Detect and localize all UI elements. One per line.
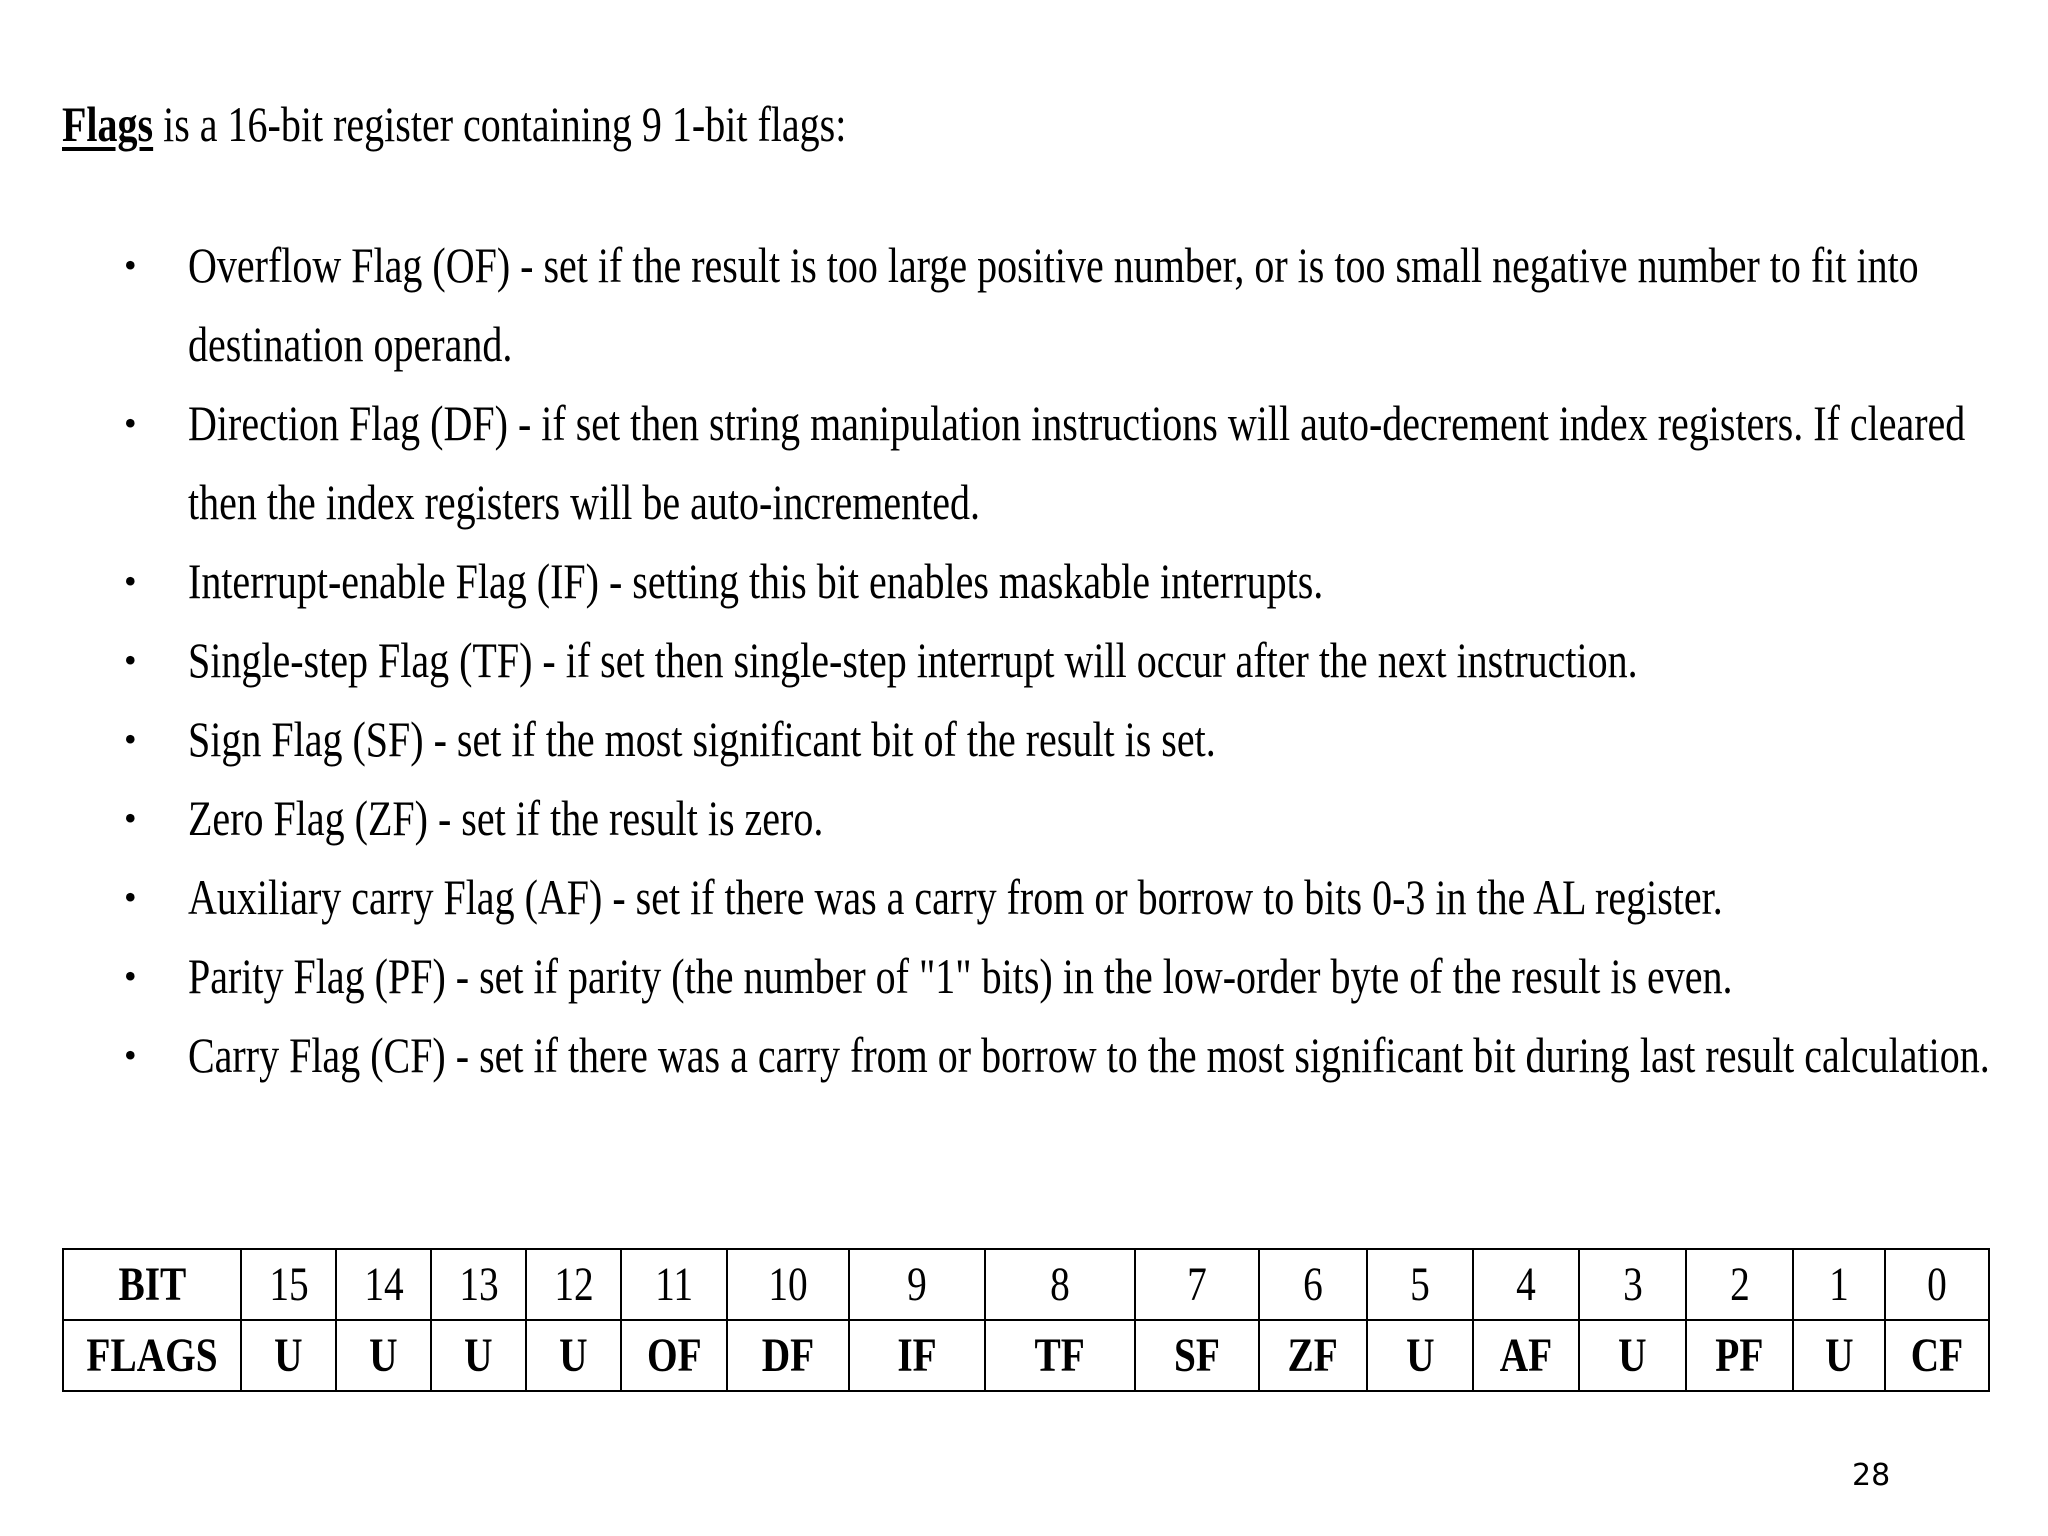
list-item-auxiliary-carry-flag — [0, 858, 2048, 937]
table-header-bit: BIT — [63, 1249, 241, 1320]
table-cell-bit: 6 — [1259, 1249, 1367, 1320]
intro-sentence — [62, 92, 846, 156]
table-cell-flag: OF — [621, 1320, 727, 1391]
table-cell-bit: 0 — [1885, 1249, 1989, 1320]
bullet-icon: • — [124, 877, 137, 917]
list-item-overflow-flag — [0, 226, 2048, 384]
list-item-text: Auxiliary carry Flag (AF) - set if there was a carry from or borrow to bits 0-3 in the AL register. — [188, 869, 1723, 925]
table-cell-bit: 12 — [526, 1249, 621, 1320]
bullet-icon: • — [124, 956, 137, 996]
table-cell-flag: IF — [849, 1320, 985, 1391]
list-item-zero-flag — [0, 779, 2048, 858]
table-cell-bit: 11 — [621, 1249, 727, 1320]
bullet-icon: • — [124, 561, 137, 601]
table-header-flags: FLAGS — [63, 1320, 241, 1391]
table-cell-flag: AF — [1473, 1320, 1579, 1391]
table-cell-bit: 2 — [1686, 1249, 1793, 1320]
list-item-parity-flag — [0, 937, 2048, 1016]
bullet-icon: • — [124, 798, 137, 838]
list-item-text: Interrupt-enable Flag (IF) - setting this bit enables maskable interrupts. — [188, 553, 1324, 609]
table-cell-flag: DF — [727, 1320, 849, 1391]
table-cell-bit: 3 — [1579, 1249, 1686, 1320]
intro-text: is a 16-bit register containing 9 1-bit flags: — [153, 96, 847, 152]
table-cell-flag: ZF — [1259, 1320, 1367, 1391]
table-cell-bit: 5 — [1367, 1249, 1473, 1320]
table-cell-flag: U — [431, 1320, 526, 1391]
table-cell-flag: U — [241, 1320, 336, 1391]
list-item-text: Overflow Flag (OF) - set if the result is too large positive number, or is too small negative number to fit into destination operand. — [188, 237, 1919, 372]
flag-list — [0, 226, 2048, 1095]
table-cell-flag: U — [1579, 1320, 1686, 1391]
bullet-icon: • — [124, 403, 137, 443]
list-item-text: Carry Flag (CF) - set if there was a carry from or borrow to the most significant bit during last result calculation. — [188, 1027, 1990, 1083]
list-item-direction-flag — [0, 384, 2048, 542]
table-cell-bit: 14 — [336, 1249, 431, 1320]
flags-register-table — [62, 1248, 1990, 1392]
table-row-flags — [63, 1320, 1989, 1391]
table-cell-bit: 1 — [1793, 1249, 1885, 1320]
table-cell-bit: 13 — [431, 1249, 526, 1320]
table-cell-flag: CF — [1885, 1320, 1989, 1391]
table-cell-bit: 15 — [241, 1249, 336, 1320]
list-item-text: Sign Flag (SF) - set if the most significant bit of the result is set. — [188, 711, 1216, 767]
table-cell-bit: 4 — [1473, 1249, 1579, 1320]
list-item-text: Direction Flag (DF) - if set then string manipulation instructions will auto-decrement index registers. If cleared then the index registers will be auto-incremented. — [188, 395, 1966, 530]
table-cell-bit: 10 — [727, 1249, 849, 1320]
table-cell-flag: U — [1793, 1320, 1885, 1391]
list-item-text: Zero Flag (ZF) - set if the result is zero. — [188, 790, 824, 846]
list-item-text: Parity Flag (PF) - set if parity (the number of "1" bits) in the low-order byte of the result is even. — [188, 948, 1733, 1004]
table-cell-bit: 8 — [985, 1249, 1135, 1320]
bullet-icon: • — [124, 245, 137, 285]
table-cell-flag: U — [1367, 1320, 1473, 1391]
bullet-icon: • — [124, 719, 137, 759]
bullet-icon: • — [124, 640, 137, 680]
table-cell-flag: TF — [985, 1320, 1135, 1391]
table-cell-flag: PF — [1686, 1320, 1793, 1391]
list-item-text: Single-step Flag (TF) - if set then single-step interrupt will occur after the next instruction. — [188, 632, 1638, 688]
flags-term: Flags — [62, 96, 154, 152]
table-row-bits — [63, 1249, 1989, 1320]
bullet-icon: • — [124, 1035, 137, 1075]
table-cell-bit: 7 — [1135, 1249, 1259, 1320]
list-item-carry-flag — [0, 1016, 2048, 1095]
table-cell-bit: 9 — [849, 1249, 985, 1320]
table-cell-flag: U — [526, 1320, 621, 1391]
list-item-single-step-flag — [0, 621, 2048, 700]
table-cell-flag: U — [336, 1320, 431, 1391]
list-item-interrupt-flag — [0, 542, 2048, 621]
table-cell-flag: SF — [1135, 1320, 1259, 1391]
page-number: 28 — [1852, 1458, 1891, 1493]
list-item-sign-flag — [0, 700, 2048, 779]
